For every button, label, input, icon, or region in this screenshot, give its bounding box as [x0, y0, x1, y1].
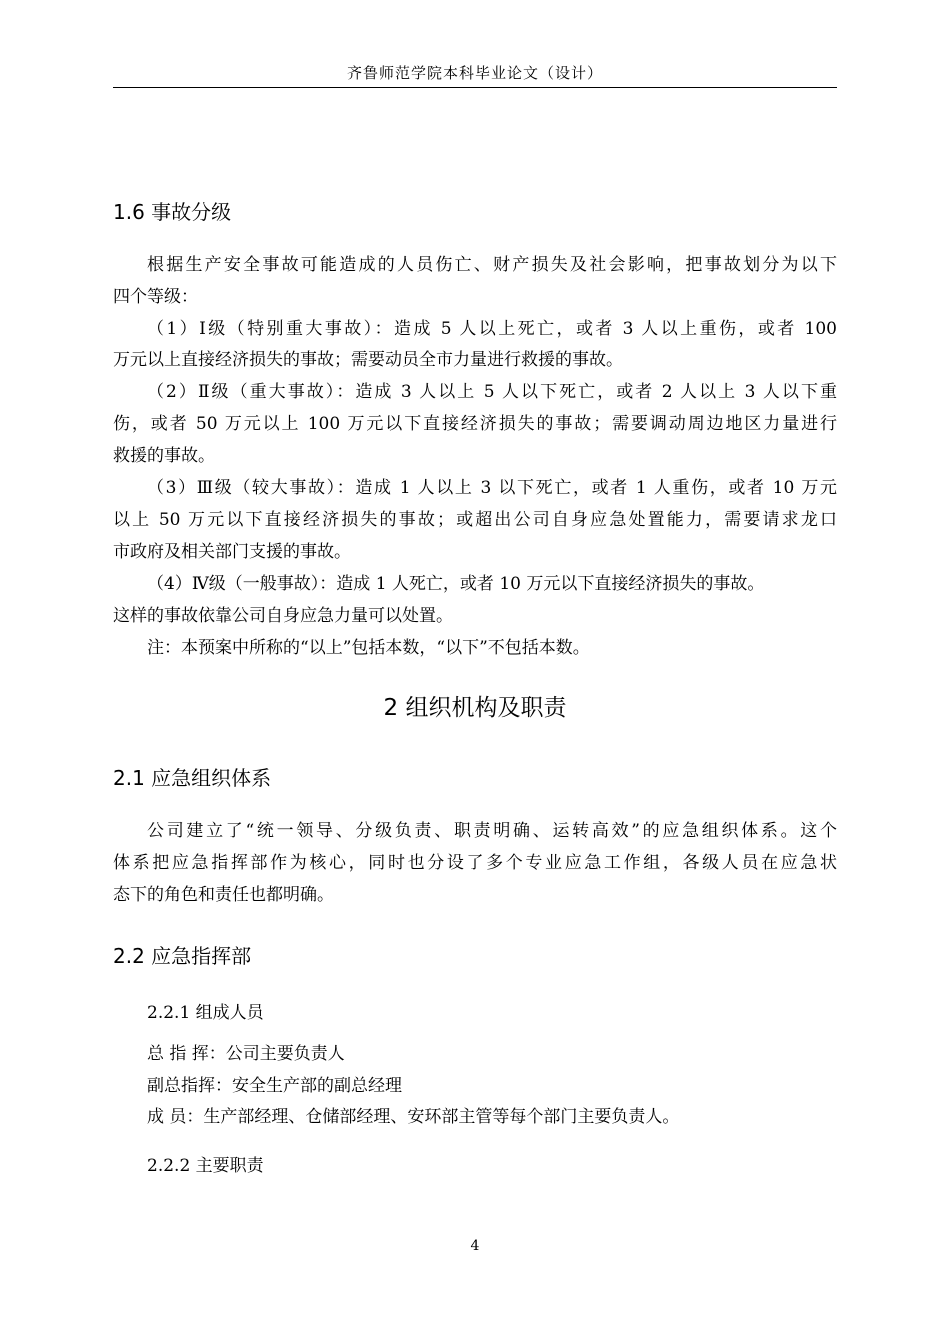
paragraph-line: 市政府及相关部门支援的事故。	[113, 542, 351, 562]
paragraph-line: （4）Ⅳ级（一般事故）：造成 1 人死亡，或者 10 万元以下直接经济损失的事故。	[147, 574, 765, 594]
subsection-heading-2-2-2: 2.2.2 主要职责	[147, 1156, 264, 1176]
running-header: 齐鲁师范学院本科毕业论文（设计）	[346, 64, 603, 82]
member-line: 成 员：生产部经理、仓储部经理、安环部主管等每个部门主要负责人。	[147, 1107, 680, 1127]
paragraph-line: 以上 50 万元以下直接经济损失的事故；或超出公司自身应急处置能力，需要请求龙口	[113, 510, 837, 530]
paragraph-line: 根据生产安全事故可能造成的人员伤亡、财产损失及社会影响，把事故划分为以下	[147, 255, 837, 275]
paragraph-line: 伤，或者 50 万元以上 100 万元以下直接经济损失的事故；需要调动周边地区力量进行	[113, 414, 837, 434]
page-number: 4	[470, 1238, 480, 1254]
paragraph-line: （3）Ⅲ级（较大事故）：造成 1 人以上 3 以下死亡，或者 1 人重伤，或者 10 万元	[147, 478, 837, 498]
paragraph-line: 态下的角色和责任也都明确。	[113, 885, 334, 905]
paragraph-line: 体系把应急指挥部作为核心，同时也分设了多个专业应急工作组，各级人员在应急状	[113, 853, 837, 873]
section-heading-1-6: 1.6 事故分级	[113, 200, 232, 224]
note-line: 注：本预案中所称的“以上”包括本数，“以下”不包括本数。	[147, 638, 590, 658]
member-line: 总 指 挥：公司主要负责人	[147, 1044, 345, 1064]
member-line: 副总指挥：安全生产部的副总经理	[147, 1076, 402, 1096]
chapter-heading-2: 2 组织机构及职责	[383, 695, 567, 721]
paragraph-line: （1）Ⅰ级（特别重大事故）：造成 5 人以上死亡，或者 3 人以上重伤，或者 100	[147, 319, 837, 339]
paragraph-line: 公司建立了“统一领导、分级负责、职责明确、运转高效”的应急组织体系。这个	[147, 821, 837, 841]
section-heading-2-1: 2.1 应急组织体系	[113, 766, 272, 790]
paragraph-line: 万元以上直接经济损失的事故；需要动员全市力量进行救援的事故。	[113, 350, 623, 370]
section-heading-2-2: 2.2 应急指挥部	[113, 944, 252, 968]
header-rule	[113, 87, 837, 88]
paragraph-line: 四个等级：	[113, 287, 198, 307]
paragraph-line: （2）Ⅱ级（重大事故）：造成 3 人以上 5 人以下死亡，或者 2 人以上 3 人以下重	[147, 382, 837, 402]
paragraph-line: 这样的事故依靠公司自身应急力量可以处置。	[113, 606, 453, 626]
paragraph-line: 救援的事故。	[113, 446, 215, 466]
subsection-heading-2-2-1: 2.2.1 组成人员	[147, 1003, 264, 1023]
